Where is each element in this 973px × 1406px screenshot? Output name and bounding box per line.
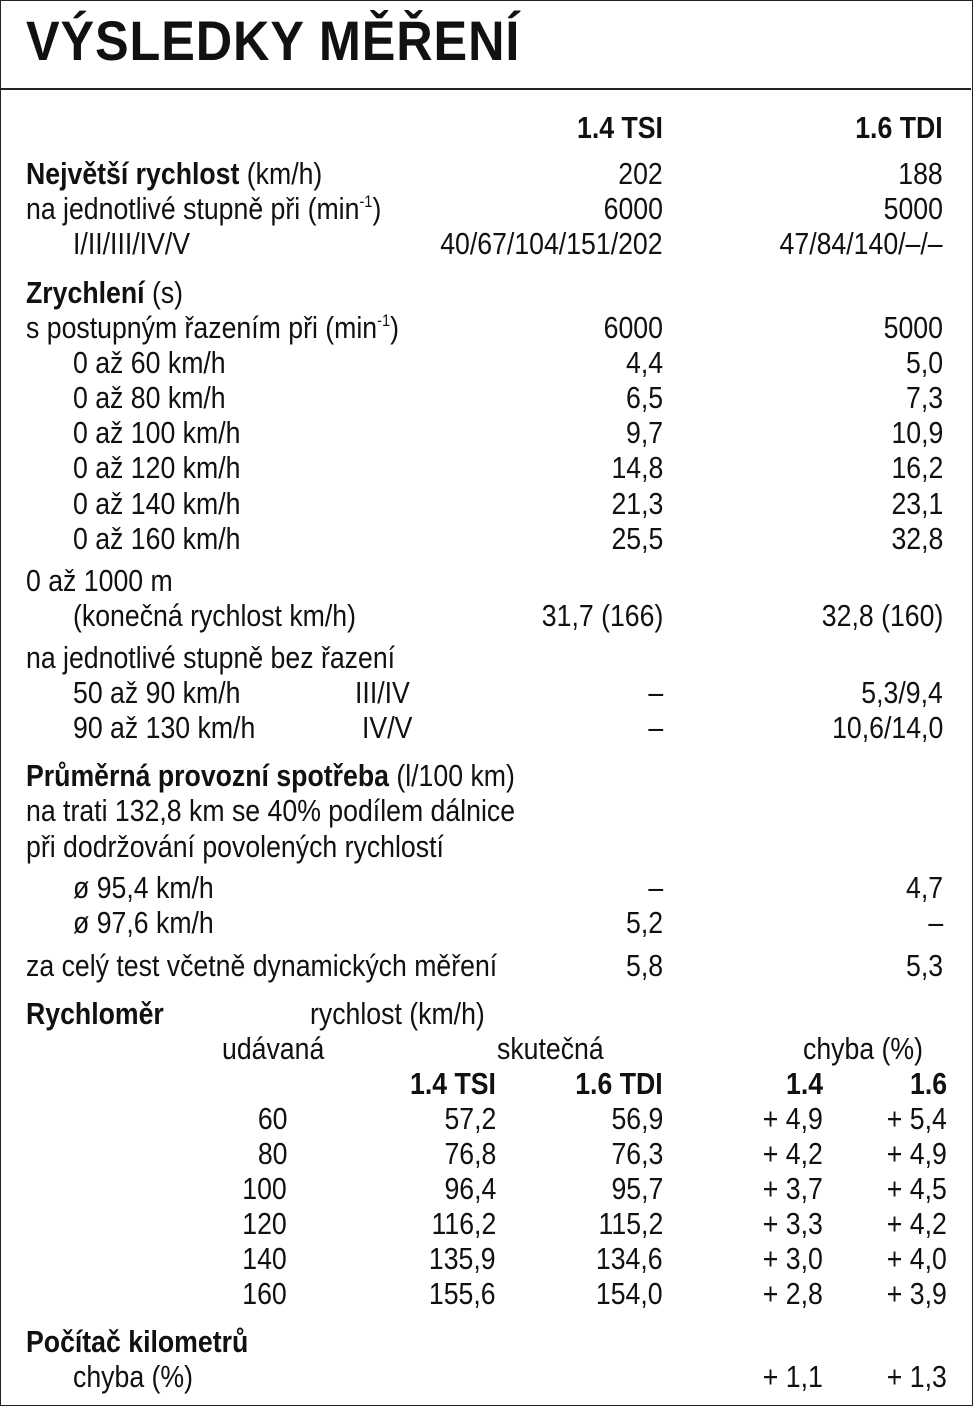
column-header-tsi: 1.4 TSI — [577, 110, 663, 145]
speedometer-indicated: 60 — [257, 1101, 287, 1136]
accel-unit: (s) — [144, 275, 184, 310]
consumption-total-tdi: 5,3 — [905, 948, 943, 983]
top-speed-rpm-tsi: 6000 — [603, 191, 663, 226]
km-tdi: 32,8 (160) — [821, 598, 943, 633]
speedometer-heading: Rychloměr — [26, 996, 164, 1031]
consumption-heading: Průměrná provozní spotřeba — [26, 758, 389, 793]
speedometer-actual-tdi: 56,9 — [611, 1101, 663, 1136]
elastic-row-label: 50 až 90 km/h — [73, 675, 241, 710]
odometer-error-label: chyba (%) — [73, 1359, 194, 1394]
speedometer-error-tdi: + 5,4 — [886, 1101, 947, 1136]
speedometer-actual-tdi: 154,0 — [596, 1276, 663, 1311]
odometer-error-tsi: + 1,1 — [762, 1359, 823, 1394]
speedometer-actual-tdi: 115,2 — [598, 1206, 663, 1241]
speedometer-indicated: 160 — [242, 1276, 287, 1311]
consumption-row-tsi: – — [648, 870, 663, 905]
odometer-error-tdi: + 1,3 — [886, 1359, 947, 1394]
consumption-total-label: za celý test včetně dynamických měření — [26, 948, 498, 983]
speedometer-speed-header: rychlost (km/h) — [310, 996, 485, 1031]
accel-row-label: 0 až 80 km/h — [73, 380, 226, 415]
speedometer-actual-tdi: 134,6 — [596, 1241, 663, 1276]
accel-rpm-text: s postupným řazením při (min — [26, 310, 378, 345]
accel-row-label: 0 až 160 km/h — [73, 521, 241, 556]
speedometer-error-tsi: + 2,8 — [762, 1276, 823, 1311]
speedometer-error-tsi: + 4,9 — [762, 1101, 823, 1136]
elastic-row-tdi: 5,3/9,4 — [861, 675, 943, 710]
speedometer-error-header: chyba (%) — [803, 1031, 924, 1066]
consumption-line-3: při dodržování povolených rychlostí — [26, 829, 444, 864]
accel-row-tdi: 32,8 — [891, 521, 943, 556]
elastic-row-tdi: 10,6/14,0 — [831, 710, 943, 745]
accel-rpm-tdi: 5000 — [883, 310, 943, 345]
gears-tsi: 40/67/104/151/202 — [440, 226, 663, 261]
accel-row-tsi: 4,4 — [625, 345, 663, 380]
consumption-unit: (l/100 km) — [388, 758, 515, 793]
accel-row-label: 0 až 140 km/h — [73, 486, 241, 521]
speedometer-indicated: 120 — [242, 1206, 287, 1241]
top-speed-heading: Největší rychlost — [26, 156, 240, 191]
accel-row-tdi: 16,2 — [891, 450, 943, 485]
top-speed-label — [26, 156, 322, 192]
speedometer-actual-tsi: 135,9 — [429, 1241, 496, 1276]
elastic-row-gear: IV/V — [362, 710, 413, 745]
accel-row-tdi: 7,3 — [905, 380, 943, 415]
speedometer-actual-tsi: 116,2 — [431, 1206, 496, 1241]
speedometer-error-tsi: + 3,3 — [762, 1206, 823, 1241]
speedometer-sub-tdi: 1.6 TDI — [575, 1066, 663, 1101]
accel-row-tsi: 6,5 — [625, 380, 663, 415]
speedometer-indicated: 80 — [257, 1136, 287, 1171]
accel-row-label: 0 až 100 km/h — [73, 415, 241, 450]
speedometer-indicated-header: udávaná — [222, 1031, 325, 1066]
consumption-label — [26, 758, 515, 794]
accel-label — [26, 275, 183, 311]
accel-rpm-tsi: 6000 — [603, 310, 663, 345]
km-sub-label: (konečná rychlost km/h) — [73, 598, 356, 633]
km-tsi: 31,7 (166) — [541, 598, 663, 633]
speedometer-error-tsi: + 4,2 — [762, 1136, 823, 1171]
speedometer-error-tdi: + 4,2 — [886, 1206, 947, 1241]
accel-row-label: 0 až 120 km/h — [73, 450, 241, 485]
elastic-row-gear: III/IV — [355, 675, 410, 710]
speedometer-error-tdi: + 4,9 — [886, 1136, 947, 1171]
page-title: VÝSLEDKY MĚŘENÍ — [26, 9, 521, 72]
gears-label: I/II/III/IV/V — [73, 226, 191, 261]
accel-rpm-sup: -1 — [377, 311, 391, 330]
odometer-heading: Počítač kilometrů — [26, 1324, 249, 1359]
accel-row-tdi: 10,9 — [891, 415, 943, 450]
speedometer-indicated: 100 — [242, 1171, 287, 1206]
top-speed-rpm-label — [26, 191, 381, 227]
consumption-line-2: na trati 132,8 km se 40% podílem dálnice — [26, 793, 516, 828]
consumption-row-label: ø 95,4 km/h — [73, 870, 214, 905]
speedometer-actual-tdi: 95,7 — [611, 1171, 663, 1206]
speedometer-actual-tsi: 57,2 — [444, 1101, 496, 1136]
gears-tdi: 47/84/140/–/– — [779, 226, 943, 261]
top-speed-tdi: 188 — [898, 156, 943, 191]
accel-row-tsi: 25,5 — [611, 521, 663, 556]
speedometer-error-tsi: + 3,7 — [762, 1171, 823, 1206]
speedometer-actual-tsi: 155,6 — [429, 1276, 496, 1311]
speedometer-actual-header: skutečná — [497, 1031, 604, 1066]
accel-row-tdi: 23,1 — [891, 486, 943, 521]
column-header-tdi: 1.6 TDI — [855, 110, 943, 145]
consumption-row-tdi: 4,7 — [905, 870, 943, 905]
speedometer-actual-tdi: 76,3 — [611, 1136, 663, 1171]
consumption-row-tsi: 5,2 — [625, 905, 663, 940]
accel-row-tsi: 14,8 — [611, 450, 663, 485]
elastic-label: na jednotlivé stupně bez řazení — [26, 640, 396, 675]
title-bar — [0, 0, 971, 90]
top-speed-rpm-text: na jednotlivé stupně při (min — [26, 191, 360, 226]
consumption-total-tsi: 5,8 — [625, 948, 663, 983]
accel-row-label: 0 až 60 km/h — [73, 345, 226, 380]
accel-heading: Zrychlení — [26, 275, 145, 310]
km-label: 0 až 1000 m — [26, 563, 173, 598]
elastic-row-tsi: – — [648, 710, 663, 745]
consumption-row-label: ø 97,6 km/h — [73, 905, 214, 940]
speedometer-error-tdi: + 4,0 — [886, 1241, 947, 1276]
speedometer-sub-err-tsi: 1.4 — [785, 1066, 823, 1101]
accel-row-tsi: 21,3 — [611, 486, 663, 521]
top-speed-rpm-tdi: 5000 — [883, 191, 943, 226]
speedometer-error-tsi: + 3,0 — [762, 1241, 823, 1276]
speedometer-sub-err-tdi: 1.6 — [909, 1066, 947, 1101]
top-speed-tsi: 202 — [618, 156, 663, 191]
top-speed-rpm-sup: -1 — [359, 192, 373, 211]
consumption-row-tdi: – — [928, 905, 943, 940]
speedometer-indicated: 140 — [242, 1241, 287, 1276]
speedometer-sub-tsi: 1.4 TSI — [410, 1066, 496, 1101]
accel-row-tsi: 9,7 — [625, 415, 663, 450]
speedometer-actual-tsi: 96,4 — [444, 1171, 496, 1206]
accel-rpm-label — [26, 310, 399, 346]
speedometer-error-tdi: + 3,9 — [886, 1276, 947, 1311]
accel-rpm-close: ) — [390, 310, 400, 345]
speedometer-actual-tsi: 76,8 — [444, 1136, 496, 1171]
accel-row-tdi: 5,0 — [905, 345, 943, 380]
elastic-row-tsi: – — [648, 675, 663, 710]
speedometer-error-tdi: + 4,5 — [886, 1171, 947, 1206]
top-speed-unit: (km/h) — [239, 156, 323, 191]
top-speed-rpm-close: ) — [372, 191, 382, 226]
elastic-row-label: 90 až 130 km/h — [73, 710, 256, 745]
